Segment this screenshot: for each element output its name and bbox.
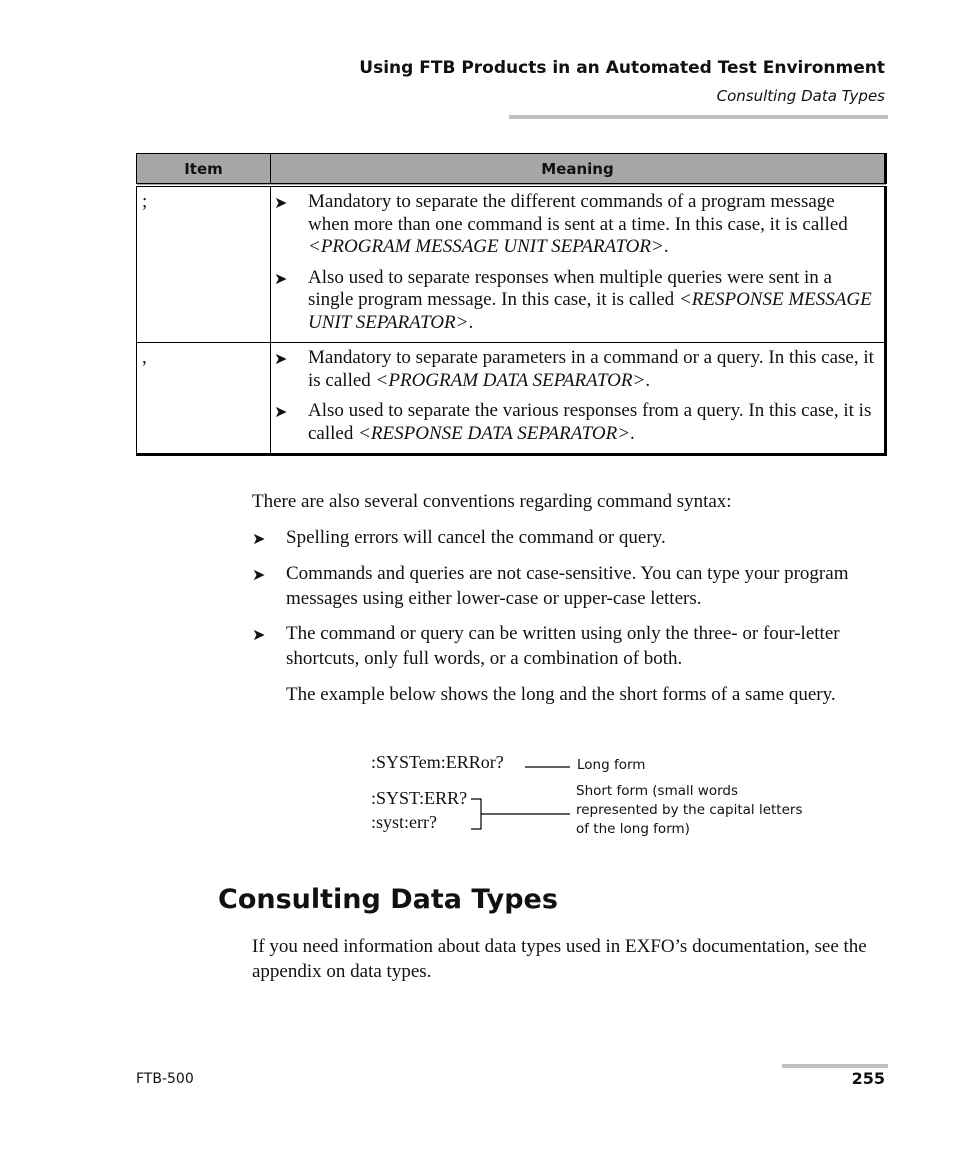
table-row	[137, 185, 886, 343]
section-heading: Consulting Data Types	[218, 884, 558, 915]
column-header-item: Item	[137, 154, 271, 186]
table-row	[137, 343, 886, 455]
short-form-command-upper: :SYST:ERR?	[371, 788, 468, 808]
list-item: ➤ Commands and queries are not case-sensitive. You can type your program messages using either lower-case or upper-case letters.	[252, 563, 849, 609]
separator-table	[136, 153, 887, 456]
arrowhead-bullet-icon: ➤	[274, 351, 288, 368]
list-item: ➤ Spelling errors will cancel the command or query.	[252, 525, 882, 552]
running-header-subtitle: Consulting Data Types	[716, 87, 885, 105]
long-form-command: :SYSTem:ERRor?	[371, 752, 504, 772]
arrowhead-bullet-icon: ➤	[252, 531, 266, 548]
header-rule	[509, 115, 888, 119]
arrowhead-bullet-icon: ➤	[252, 567, 266, 584]
term: <PROGRAM MESSAGE UNIT SEPARATOR>	[308, 236, 664, 257]
table-cell-meaning	[271, 185, 886, 343]
table-cell-item: ,	[137, 343, 271, 455]
list-item: ➤ Also used to separate responses when multiple queries were sent in a single program message. In this case, it is called <RESPONSE MESSAGE UNIT SEPARATOR>.	[274, 266, 872, 333]
list-item: ➤ Also used to separate the various responses from a query. In this case, it is called <RESPONSE DATA SEPARATOR>.	[274, 400, 872, 444]
list-item: ➤ Mandatory to separate the different commands of a program message when more than one command is sent at a time. In this case, it is called <PROGRAM MESSAGE UNIT SEPARATOR>.	[274, 191, 848, 257]
page-number: 255	[851, 1069, 885, 1088]
list-item: ➤ The command or query can be written using only the three- or four-letter shortcuts, only full words, or a combination of both.	[252, 623, 840, 669]
term: <PROGRAM DATA SEPARATOR>	[375, 369, 646, 391]
table-cell-item: ;	[137, 185, 271, 343]
running-header-title: Using FTB Products in an Automated Test Environment	[359, 58, 885, 78]
example-connector-lines	[460, 755, 580, 835]
table-cell-meaning	[271, 343, 886, 455]
term: <RESPONSE MESSAGE UNIT SEPARATOR>	[308, 289, 872, 333]
footer-product: FTB-500	[136, 1071, 194, 1087]
short-form-label: Short form (small words represented by the capital letters of the long form)	[576, 783, 803, 837]
example-intro: The example below shows the long and the short forms of a same query.	[286, 684, 836, 705]
arrowhead-bullet-icon: ➤	[252, 627, 266, 644]
list-item: ➤ Mandatory to separate parameters in a command or a query. In this case, it is called <PROGRAM DATA SEPARATOR>.	[274, 347, 874, 391]
arrowhead-bullet-icon: ➤	[274, 270, 288, 288]
table-header-row	[137, 154, 886, 186]
footer-rule	[782, 1064, 888, 1068]
arrowhead-bullet-icon: ➤	[274, 195, 288, 212]
long-form-label: Long form	[577, 757, 646, 773]
term: <RESPONSE DATA SEPARATOR>	[358, 422, 631, 444]
column-header-meaning: Meaning	[271, 154, 886, 186]
short-form-command-lower: :syst:err?	[371, 812, 437, 832]
conventions-intro: There are also several conventions regarding command syntax:	[252, 491, 732, 512]
section-paragraph: If you need information about data types used in EXFO’s documentation, see the appendix on data types.	[252, 936, 867, 982]
arrowhead-bullet-icon: ➤	[274, 404, 288, 421]
